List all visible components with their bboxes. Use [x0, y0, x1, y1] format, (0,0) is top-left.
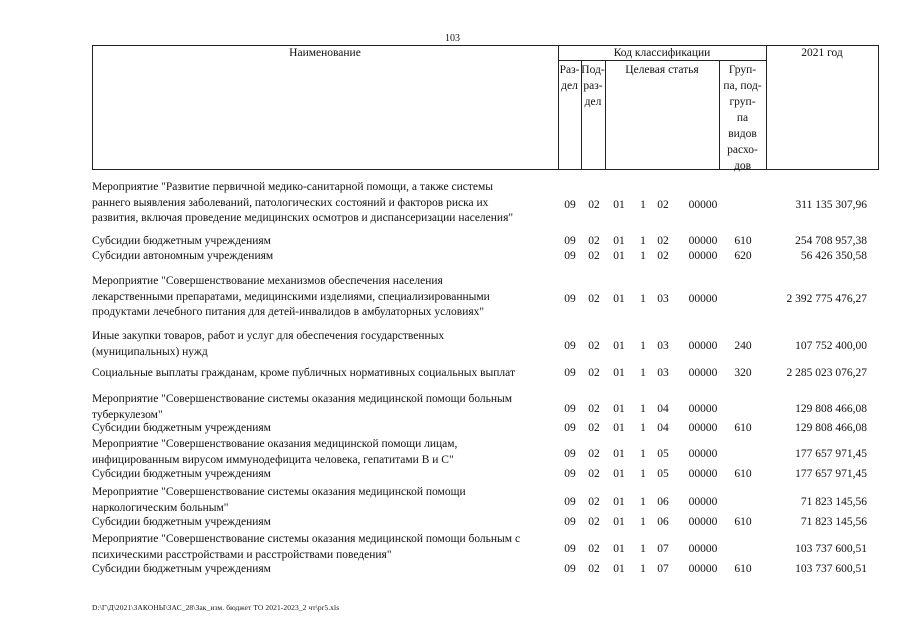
row-subsection: 02: [588, 403, 600, 416]
row-t2: 1: [640, 516, 646, 528]
row-t2: 1: [640, 448, 646, 461]
row-group: 620: [734, 250, 752, 262]
row-name: Мероприятие "Совершенствование оказания медицинской помощи лицам, инфицированным вирусом иммунодефицита человека, гепатитами В и С": [92, 438, 458, 466]
row-subsection: 02: [588, 496, 600, 509]
row-group: 610: [734, 563, 752, 575]
header-year: 2021 год: [801, 47, 843, 59]
row-subsection: 02: [588, 543, 600, 556]
file-path-footer: D:\Г\Д\2021\ЗАКОНЫ\ЗАС_28\Зак_изм. бюджет ТО 2021-2023_2 чт\pr5.xls: [92, 603, 340, 612]
header-section: Раз- дел: [559, 64, 580, 92]
row-t1: 01: [613, 235, 625, 247]
row-t4: 00000: [688, 340, 718, 353]
table-row: [0, 437, 905, 468]
row-section: 09: [564, 235, 576, 247]
row-t2: 1: [640, 367, 646, 379]
table-row: [0, 467, 905, 483]
table-row: [0, 366, 905, 382]
row-t2: 1: [640, 468, 646, 480]
row-amount: 71 823 145,56: [800, 496, 867, 509]
row-t4: 00000: [688, 367, 718, 379]
row-section: 09: [564, 516, 576, 528]
row-section: 09: [564, 367, 576, 379]
table-row: [0, 532, 905, 563]
row-subsection: 02: [588, 516, 600, 528]
row-name: Мероприятие "Совершенствование системы оказания медицинской помощи больным туберкулезом": [92, 393, 513, 421]
row-t1: 01: [613, 198, 625, 211]
table-row: [0, 562, 905, 578]
row-t3: 07: [657, 563, 669, 575]
row-t1: 01: [613, 563, 625, 575]
row-t3: 06: [657, 516, 669, 528]
row-t3: 03: [657, 292, 669, 305]
row-t3: 04: [657, 403, 669, 416]
row-name: Субсидии бюджетным учреждениям: [92, 516, 271, 528]
row-t2: 1: [640, 340, 646, 353]
table-row: [0, 274, 905, 321]
row-amount: 2 285 023 076,27: [786, 367, 867, 379]
row-name: Субсидии бюджетным учреждениям: [92, 422, 271, 434]
row-t2: 1: [640, 250, 646, 262]
row-t3: 03: [657, 367, 669, 379]
row-name: Мероприятие "Развитие первичной медико-санитарной помощи, а также системы раннего выявления заболеваний, патологических состояний и факторов риска их развития, включая проведение медицинских осмотров и диспансеризации населения": [92, 181, 514, 224]
table-row: [0, 421, 905, 437]
row-t1: 01: [613, 340, 625, 353]
row-t4: 00000: [688, 448, 718, 461]
row-group: 320: [734, 367, 752, 379]
row-subsection: 02: [588, 422, 600, 434]
row-section: 09: [564, 340, 576, 353]
row-t4: 00000: [688, 198, 718, 211]
row-t4: 00000: [688, 468, 718, 480]
header-name: Наименование: [289, 47, 361, 59]
header-code: Код классификации: [613, 47, 711, 59]
page-number: 103: [445, 33, 460, 44]
header-target: Целевая статья: [625, 64, 699, 76]
row-t1: 01: [613, 468, 625, 480]
row-t1: 01: [613, 543, 625, 556]
row-t3: 05: [657, 448, 669, 461]
row-name: Мероприятие "Совершенствование системы оказания медицинской помощи наркологическим больным": [92, 486, 466, 514]
row-subsection: 02: [588, 250, 600, 262]
row-t4: 00000: [688, 235, 718, 247]
row-section: 09: [564, 250, 576, 262]
row-subsection: 02: [588, 340, 600, 353]
row-t2: 1: [640, 235, 646, 247]
row-section: 09: [564, 292, 576, 305]
row-group: 240: [734, 340, 752, 353]
row-group: 610: [734, 422, 752, 434]
row-t1: 01: [613, 422, 625, 434]
row-t3: 07: [657, 543, 669, 556]
row-subsection: 02: [588, 448, 600, 461]
row-group: 610: [734, 235, 752, 247]
row-amount: 129 808 466,08: [795, 422, 867, 434]
row-name: Иные закупки товаров, работ и услуг для обеспечения государственных (муниципальных) нужд: [92, 330, 445, 358]
row-t4: 00000: [688, 403, 718, 416]
row-t1: 01: [613, 496, 625, 509]
row-amount: 56 426 350,58: [800, 250, 867, 262]
row-t2: 1: [640, 198, 646, 211]
row-t4: 00000: [688, 496, 718, 509]
row-group: 610: [734, 516, 752, 528]
row-amount: 103 737 600,51: [795, 543, 867, 556]
row-name: Субсидии бюджетным учреждениям: [92, 235, 271, 247]
table-row: [0, 485, 905, 516]
table-row: [0, 234, 905, 250]
row-subsection: 02: [588, 235, 600, 247]
row-name: Мероприятие "Совершенствование механизмов обеспечения населения лекарственными препаратами, медицинскими изделиями, специализированными продуктами лечебного питания для детей-инвалидов в амбулаторных условиях": [92, 275, 490, 318]
row-t4: 00000: [688, 292, 718, 305]
row-t1: 01: [613, 448, 625, 461]
row-t1: 01: [613, 292, 625, 305]
row-t4: 00000: [688, 563, 718, 575]
table-row: [0, 392, 905, 423]
table-row: [0, 249, 905, 265]
row-subsection: 02: [588, 198, 600, 211]
row-section: 09: [564, 198, 576, 211]
row-t3: 06: [657, 496, 669, 509]
row-amount: 103 737 600,51: [795, 563, 867, 575]
row-amount: 177 657 971,45: [795, 448, 867, 461]
row-name: Мероприятие "Совершенствование системы оказания медицинской помощи больным с психическими расстройствами и расстройствами поведения": [92, 533, 521, 561]
row-t4: 00000: [688, 516, 718, 528]
row-amount: 311 135 307,96: [795, 198, 867, 211]
row-t1: 01: [613, 250, 625, 262]
row-t3: 02: [657, 198, 669, 211]
row-t2: 1: [640, 563, 646, 575]
row-amount: 107 752 400,00: [795, 340, 867, 353]
row-amount: 129 808 466,08: [795, 403, 867, 416]
row-t2: 1: [640, 543, 646, 556]
table-row: [0, 180, 905, 227]
row-t4: 00000: [688, 250, 718, 262]
row-t1: 01: [613, 367, 625, 379]
row-t3: 04: [657, 422, 669, 434]
row-section: 09: [564, 496, 576, 509]
row-name: Субсидии бюджетным учреждениям: [92, 468, 271, 480]
row-amount: 2 392 775 476,27: [786, 292, 867, 305]
row-subsection: 02: [588, 292, 600, 305]
row-section: 09: [564, 422, 576, 434]
row-t2: 1: [640, 403, 646, 416]
row-subsection: 02: [588, 468, 600, 480]
row-subsection: 02: [588, 367, 600, 379]
row-section: 09: [564, 448, 576, 461]
row-t1: 01: [613, 403, 625, 416]
row-name: Субсидии автономным учреждениям: [92, 250, 274, 262]
row-t3: 02: [657, 235, 669, 247]
row-subsection: 02: [588, 563, 600, 575]
row-section: 09: [564, 468, 576, 480]
row-t2: 1: [640, 496, 646, 509]
row-section: 09: [564, 543, 576, 556]
row-section: 09: [564, 403, 576, 416]
row-t3: 05: [657, 468, 669, 480]
row-section: 09: [564, 563, 576, 575]
row-t3: 02: [657, 250, 669, 262]
row-name: Субсидии бюджетным учреждениям: [92, 563, 271, 575]
header-group: Груп- па, под- груп- па видов расхо- дов: [723, 64, 762, 172]
row-t4: 00000: [688, 422, 718, 434]
row-t2: 1: [640, 422, 646, 434]
header-subsection: Под- раз- дел: [581, 64, 605, 108]
row-group: 610: [734, 468, 752, 480]
row-amount: 254 708 957,38: [795, 235, 867, 247]
row-t4: 00000: [688, 543, 718, 556]
row-t1: 01: [613, 516, 625, 528]
row-amount: 71 823 145,56: [800, 516, 867, 528]
table-header: [92, 45, 879, 170]
row-t3: 03: [657, 340, 669, 353]
row-t2: 1: [640, 292, 646, 305]
table-row: [0, 515, 905, 531]
row-name: Социальные выплаты гражданам, кроме публичных нормативных социальных выплат: [92, 367, 515, 379]
row-amount: 177 657 971,45: [795, 468, 867, 480]
table-row: [0, 329, 905, 360]
